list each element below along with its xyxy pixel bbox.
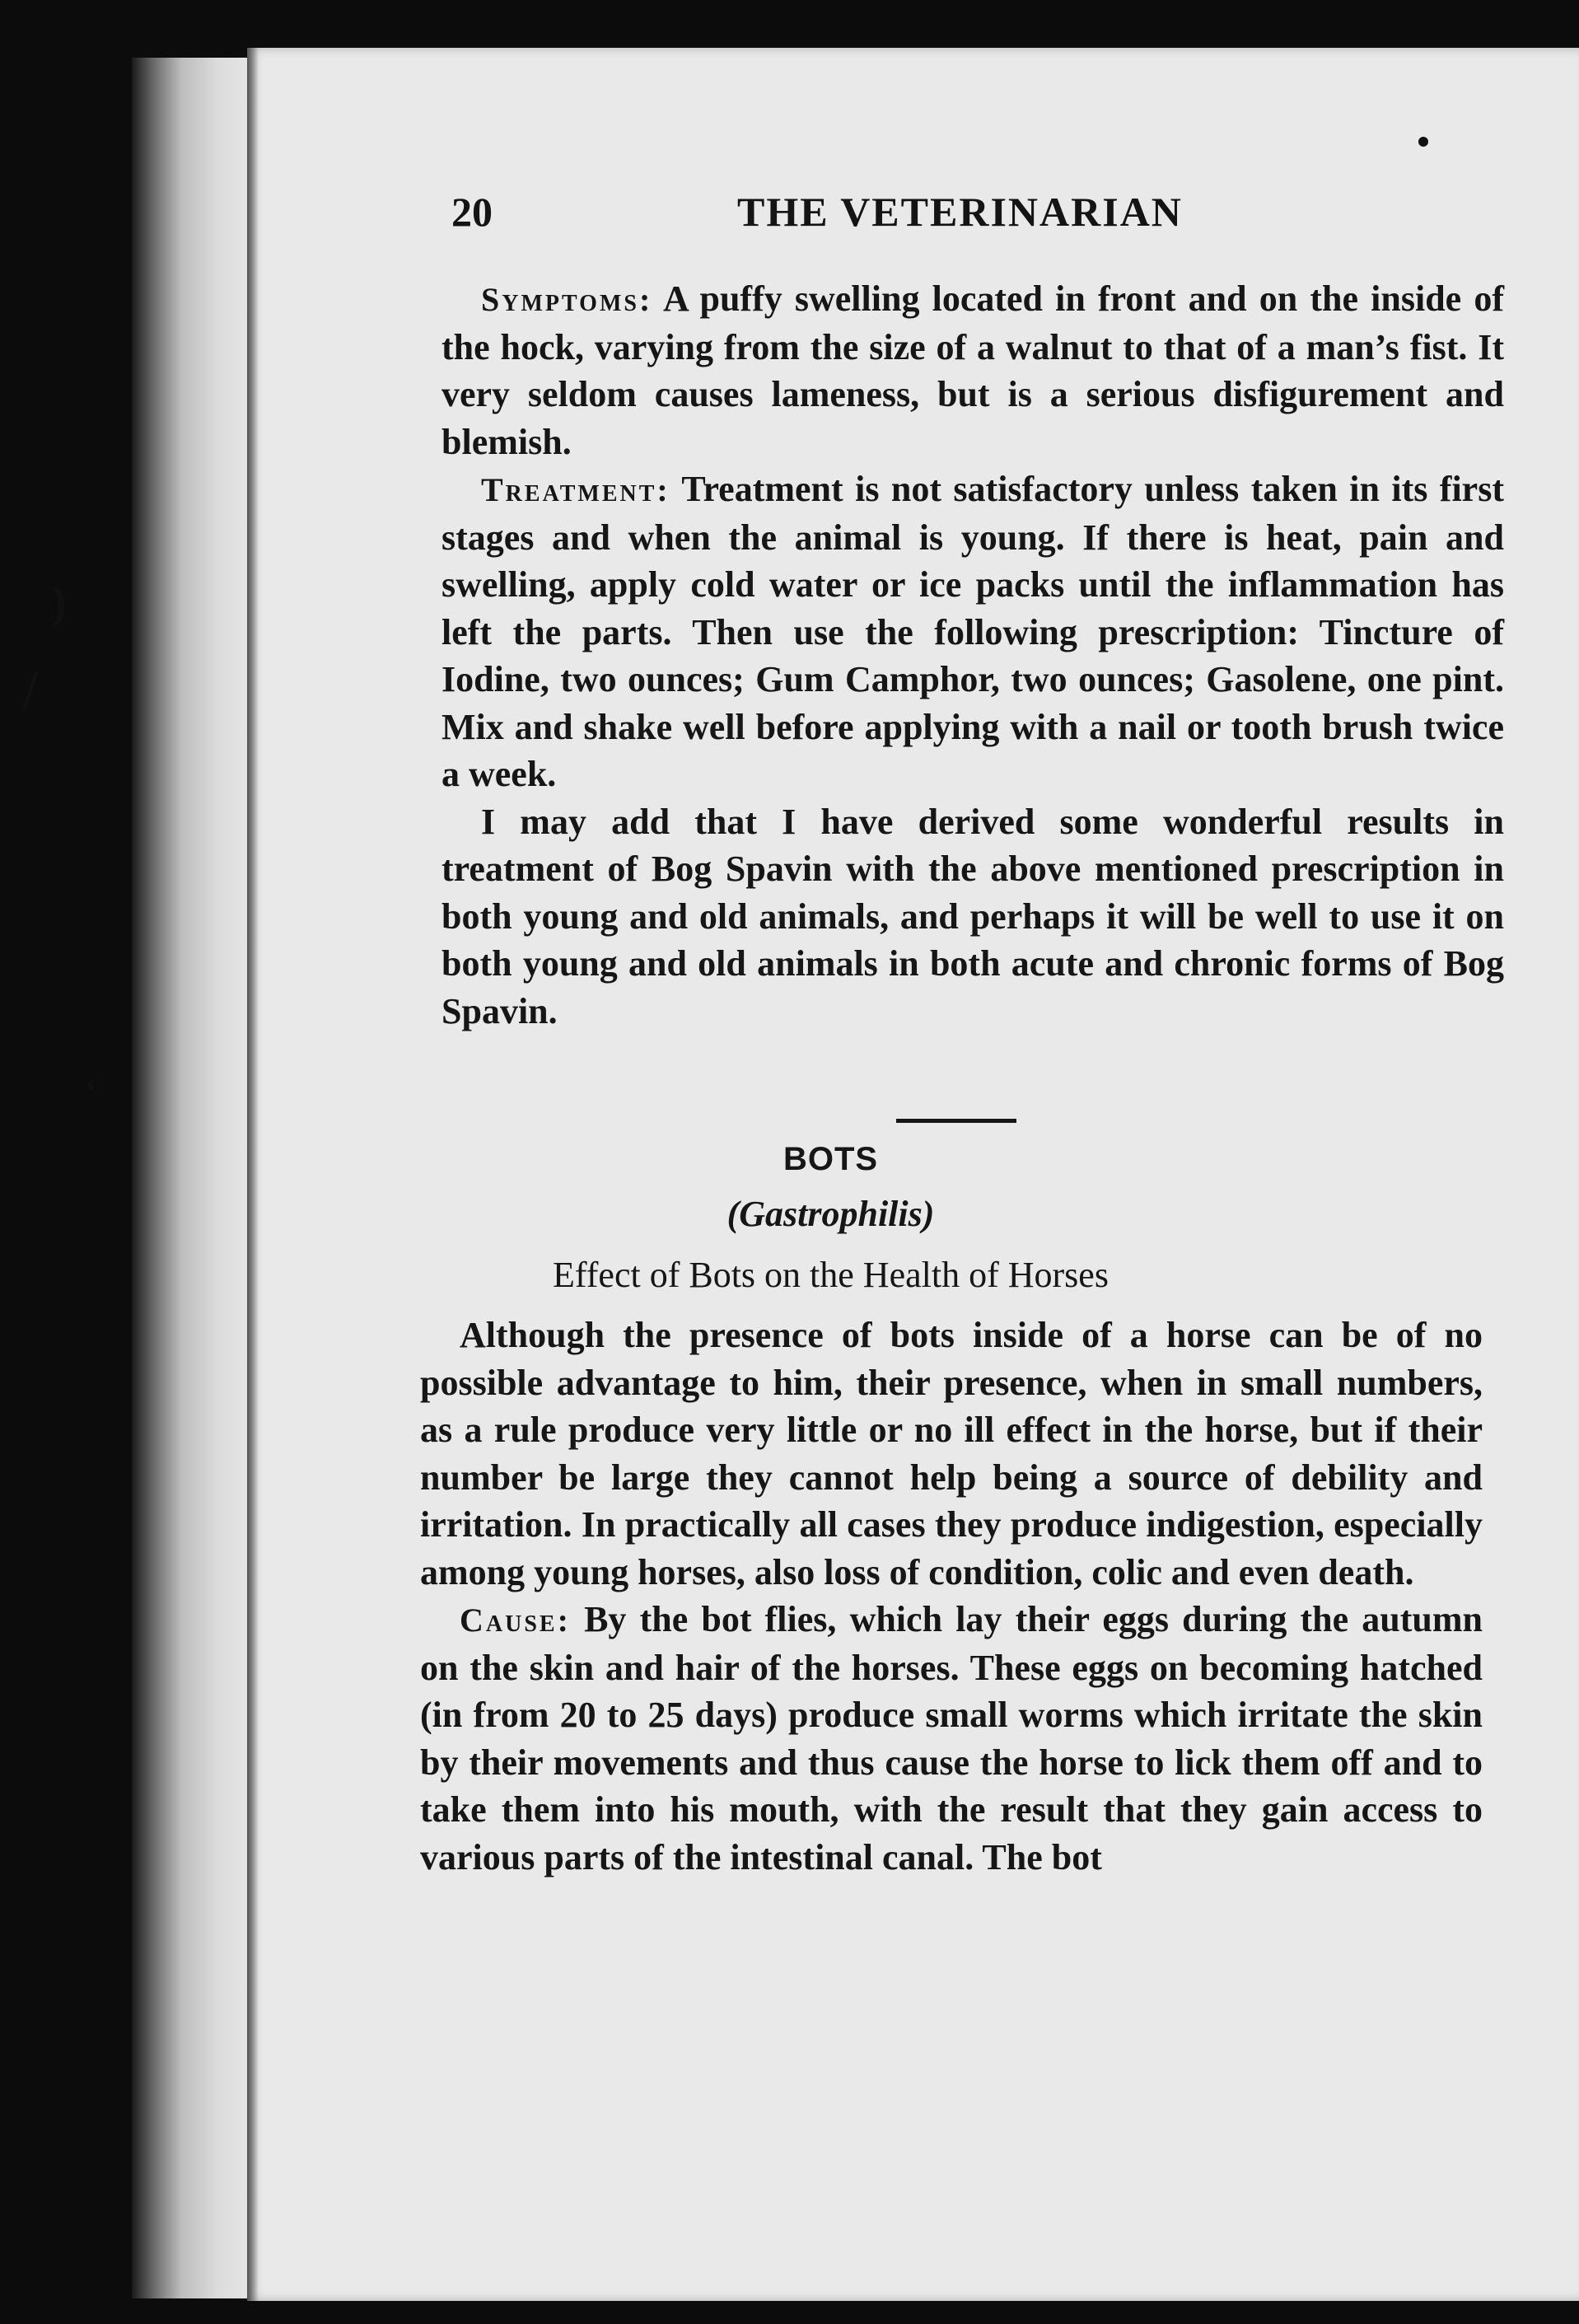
section-title xyxy=(0,1141,1579,1178)
treatment-paragraph xyxy=(441,465,1504,798)
bog-spavin-section xyxy=(441,275,1504,1035)
page-number: 20 xyxy=(451,189,493,235)
cause-paragraph xyxy=(420,1596,1483,1881)
margin-bracket-mark: ) xyxy=(51,577,67,629)
cause-text: By the bot flies, which lay their eggs during the autumn on the skin and hair of the horses. These eggs on becoming hatched (in from 20 to 25 days) produce small worms which irritate the skin by their movements and thus cause the horse to lick them off and to take them into his mouth, with the result that they gain access to various parts of the intestinal canal. The bot xyxy=(420,1599,1483,1877)
section-heading xyxy=(0,1254,1579,1296)
bots-section-body xyxy=(420,1312,1483,1881)
margin-stroke-mark: / xyxy=(23,660,39,720)
treatment-text: Treatment is not satisfactory unless taken in its first stages and when the animal is young. If there is heat, pain and swelling, apply cold water or ice packs until the inflammation has left the parts. Then use the following prescription: Tincture of Iodine, two ounces; Gum Camphor, two ounces; Gasolene, one pint. Mix and shake well before applying with a nail or tooth brush twice a week. xyxy=(441,469,1504,794)
treatment-label: Treatment: xyxy=(481,471,670,508)
bots-heading: Effect of Bots on the Health of Horses xyxy=(553,1255,1109,1295)
section-subtitle xyxy=(0,1193,1579,1235)
section-divider xyxy=(896,1119,1016,1123)
ink-dot-mark xyxy=(1418,137,1428,147)
bots-intro-paragraph: Although the presence of bots inside of a horse can be of no possible advantage to him, their presence, when in small numbers, as a rule produce very little or no ill effect in the horse, but if their number be large they cannot help being a source of debility and irritation. In practically all cases they produce indigestion, especially among young horses, also loss of condition, colic and even death. xyxy=(420,1315,1483,1592)
running-title: THE VETERINARIAN xyxy=(737,189,1183,235)
book-binding-margin xyxy=(132,58,255,2298)
margin-comma-mark: ‘ xyxy=(86,1072,97,1109)
bots-subtitle: (Gastrophilis) xyxy=(726,1194,935,1234)
closing-paragraph: I may add that I have derived some wonderful results in treatment of Bog Spavin with the above mentioned prescription in both young and old animals, and perhaps it will be well to use it on both young and old animals in both acute and chronic forms of Bog Spavin. xyxy=(441,801,1504,1031)
scan-bottom-border xyxy=(0,2301,1579,2324)
symptoms-text: A puffy swelling located in front and on the inside of the hock, varying from the size of a walnut to that of a man’s fist. It very seldom causes lameness, but is a serious disfigurement and blemish. xyxy=(441,278,1504,462)
symptoms-label: Symptoms: xyxy=(481,281,653,318)
page-header xyxy=(451,188,1234,245)
symptoms-paragraph xyxy=(441,275,1504,465)
bots-title: BOTS xyxy=(782,1141,879,1177)
cause-label: Cause: xyxy=(460,1602,571,1639)
